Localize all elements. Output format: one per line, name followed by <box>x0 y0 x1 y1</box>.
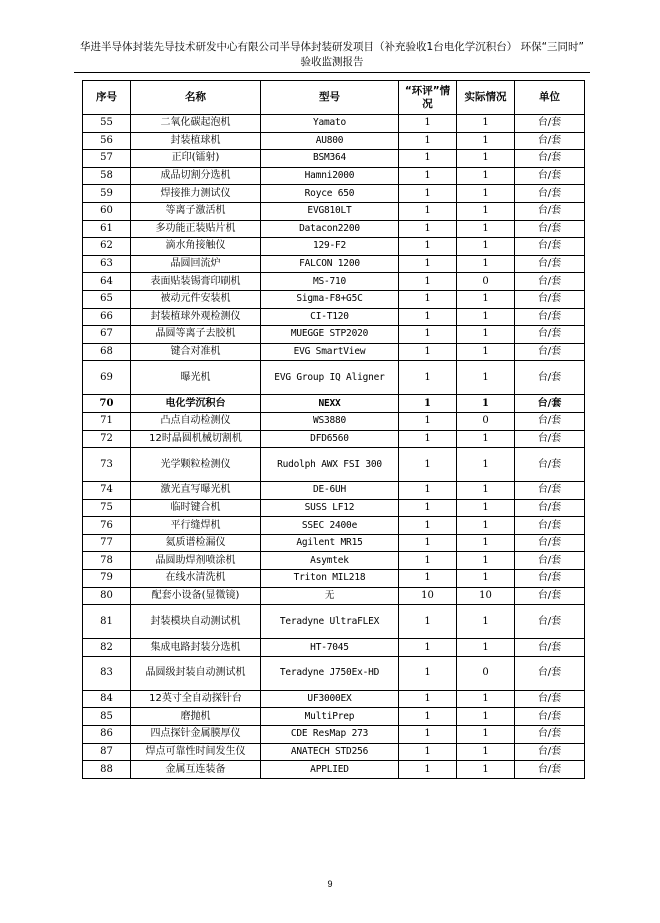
table-row <box>83 448 585 482</box>
equipment-name: 键合对准机 <box>131 343 261 361</box>
actual-quantity: 1 <box>457 570 515 588</box>
equipment-model: Datacon2200 <box>261 220 399 238</box>
table-row <box>83 761 585 779</box>
row-index: 84 <box>83 690 131 708</box>
equipment-model: FALCON 1200 <box>261 255 399 273</box>
equipment-model: DE-6UH <box>261 482 399 500</box>
unit: 台/套 <box>515 482 585 500</box>
table-row <box>83 290 585 308</box>
table-row <box>83 430 585 448</box>
table-row <box>83 656 585 690</box>
row-index: 75 <box>83 499 131 517</box>
eia-quantity: 1 <box>399 395 457 413</box>
row-index: 56 <box>83 132 131 150</box>
eia-quantity: 1 <box>399 412 457 430</box>
table-row <box>83 361 585 395</box>
table-row <box>83 743 585 761</box>
actual-quantity: 1 <box>457 255 515 273</box>
equipment-name: 电化学沉积台 <box>131 395 261 413</box>
row-index: 67 <box>83 326 131 344</box>
eia-quantity: 1 <box>399 656 457 690</box>
eia-quantity: 1 <box>399 115 457 133</box>
actual-quantity: 1 <box>457 290 515 308</box>
row-index: 72 <box>83 430 131 448</box>
table-row <box>83 326 585 344</box>
eia-quantity: 1 <box>399 605 457 639</box>
table-row <box>83 308 585 326</box>
equipment-model: EVG Group IQ Aligner <box>261 361 399 395</box>
equipment-model: MUEGGE STP2020 <box>261 326 399 344</box>
eia-quantity: 1 <box>399 517 457 535</box>
unit: 台/套 <box>515 150 585 168</box>
equipment-model: WS3880 <box>261 412 399 430</box>
row-index: 60 <box>83 202 131 220</box>
eia-quantity: 1 <box>399 639 457 657</box>
actual-quantity: 1 <box>457 308 515 326</box>
equipment-name: 多功能正装贴片机 <box>131 220 261 238</box>
equipment-name: 平行缝焊机 <box>131 517 261 535</box>
equipment-name: 滴水角接触仪 <box>131 238 261 256</box>
row-index: 62 <box>83 238 131 256</box>
table-row <box>83 639 585 657</box>
actual-quantity: 1 <box>457 499 515 517</box>
row-index: 77 <box>83 534 131 552</box>
header-title-line1: 华进半导体封装先导技术研发中心有限公司半导体封装研发项目（补充验收1台电化学沉积台） 环保“三同时” <box>80 41 584 53</box>
eia-quantity: 1 <box>399 499 457 517</box>
equipment-model: ANATECH STD256 <box>261 743 399 761</box>
row-index: 66 <box>83 308 131 326</box>
column-header-unit: 单位 <box>515 81 585 115</box>
equipment-model: EVG SmartView <box>261 343 399 361</box>
eia-quantity: 1 <box>399 708 457 726</box>
actual-quantity: 0 <box>457 412 515 430</box>
eia-quantity: 1 <box>399 361 457 395</box>
equipment-name: 封装植球外观检测仪 <box>131 308 261 326</box>
row-index: 68 <box>83 343 131 361</box>
unit: 台/套 <box>515 690 585 708</box>
actual-quantity: 1 <box>457 185 515 203</box>
table-row <box>83 220 585 238</box>
table-row <box>83 167 585 185</box>
row-index: 76 <box>83 517 131 535</box>
equipment-model: Triton MIL218 <box>261 570 399 588</box>
eia-quantity: 1 <box>399 255 457 273</box>
eia-quantity: 1 <box>399 273 457 291</box>
table-row <box>83 273 585 291</box>
eia-quantity: 1 <box>399 220 457 238</box>
row-index: 85 <box>83 708 131 726</box>
equipment-name: 表面贴装锡膏印刷机 <box>131 273 261 291</box>
actual-quantity: 1 <box>457 343 515 361</box>
unit: 台/套 <box>515 343 585 361</box>
table-row <box>83 534 585 552</box>
actual-quantity: 1 <box>457 639 515 657</box>
eia-quantity: 1 <box>399 185 457 203</box>
actual-quantity: 1 <box>457 220 515 238</box>
table-row <box>83 708 585 726</box>
row-index: 58 <box>83 167 131 185</box>
equipment-name: 正印(镭射) <box>131 150 261 168</box>
unit: 台/套 <box>515 708 585 726</box>
unit: 台/套 <box>515 534 585 552</box>
row-index: 81 <box>83 605 131 639</box>
eia-quantity: 1 <box>399 343 457 361</box>
header-divider <box>74 72 590 73</box>
equipment-model: APPLIED <box>261 761 399 779</box>
eia-quantity: 10 <box>399 587 457 605</box>
equipment-name: 晶圆助焊剂喷涂机 <box>131 552 261 570</box>
actual-quantity: 1 <box>457 150 515 168</box>
equipment-name: 曝光机 <box>131 361 261 395</box>
unit: 台/套 <box>515 361 585 395</box>
eia-quantity: 1 <box>399 202 457 220</box>
equipment-model: Asymtek <box>261 552 399 570</box>
equipment-model: UF3000EX <box>261 690 399 708</box>
actual-quantity: 1 <box>457 238 515 256</box>
equipment-name: 12时晶圆机械切割机 <box>131 430 261 448</box>
table-row <box>83 150 585 168</box>
unit: 台/套 <box>515 308 585 326</box>
table-row <box>83 726 585 744</box>
unit: 台/套 <box>515 167 585 185</box>
equipment-name: 12英寸全自动探针台 <box>131 690 261 708</box>
eia-quantity: 1 <box>399 534 457 552</box>
equipment-name: 金属互连装备 <box>131 761 261 779</box>
eia-quantity: 1 <box>399 761 457 779</box>
eia-quantity: 1 <box>399 552 457 570</box>
equipment-name: 封装模块自动测试机 <box>131 605 261 639</box>
actual-quantity: 1 <box>457 552 515 570</box>
equipment-model: Agilent MR15 <box>261 534 399 552</box>
unit: 台/套 <box>515 656 585 690</box>
eia-quantity: 1 <box>399 430 457 448</box>
eia-quantity: 1 <box>399 690 457 708</box>
unit: 台/套 <box>515 238 585 256</box>
equipment-name: 晶圆级封装自动测试机 <box>131 656 261 690</box>
row-index: 71 <box>83 412 131 430</box>
equipment-model: AU800 <box>261 132 399 150</box>
equipment-model: Hamni2000 <box>261 167 399 185</box>
row-index: 74 <box>83 482 131 500</box>
unit: 台/套 <box>515 220 585 238</box>
equipment-name: 凸点自动检测仪 <box>131 412 261 430</box>
actual-quantity: 1 <box>457 482 515 500</box>
row-index: 73 <box>83 448 131 482</box>
equipment-name: 封装植球机 <box>131 132 261 150</box>
equipment-name: 激光直写曝光机 <box>131 482 261 500</box>
equipment-name: 晶圆回流炉 <box>131 255 261 273</box>
actual-quantity: 1 <box>457 326 515 344</box>
actual-quantity: 0 <box>457 273 515 291</box>
equipment-name: 四点探针金属膜厚仪 <box>131 726 261 744</box>
unit: 台/套 <box>515 273 585 291</box>
actual-quantity: 1 <box>457 761 515 779</box>
table-row <box>83 517 585 535</box>
eia-quantity: 1 <box>399 290 457 308</box>
actual-quantity: 1 <box>457 430 515 448</box>
equipment-name: 配套小设备(显微镜) <box>131 587 261 605</box>
unit: 台/套 <box>515 499 585 517</box>
equipment-model: SUSS LF12 <box>261 499 399 517</box>
equipment-name: 等离子激活机 <box>131 202 261 220</box>
unit: 台/套 <box>515 587 585 605</box>
table-row <box>83 132 585 150</box>
equipment-name: 焊点可靠性时间发生仪 <box>131 743 261 761</box>
table-row <box>83 499 585 517</box>
table-row <box>83 570 585 588</box>
table-row <box>83 343 585 361</box>
table-row <box>83 115 585 133</box>
equipment-name: 二氧化碳起泡机 <box>131 115 261 133</box>
table-row <box>83 412 585 430</box>
equipment-model: Yamato <box>261 115 399 133</box>
unit: 台/套 <box>515 761 585 779</box>
equipment-model: EVG810LT <box>261 202 399 220</box>
page-number: 9 <box>327 879 333 889</box>
equipment-name: 磨抛机 <box>131 708 261 726</box>
table-body <box>83 115 585 779</box>
table-row <box>83 255 585 273</box>
eia-quantity: 1 <box>399 308 457 326</box>
table-row <box>83 185 585 203</box>
unit: 台/套 <box>515 743 585 761</box>
column-header-index: 序号 <box>83 81 131 115</box>
row-index: 88 <box>83 761 131 779</box>
unit: 台/套 <box>515 570 585 588</box>
row-index: 64 <box>83 273 131 291</box>
row-index: 70 <box>83 395 131 413</box>
equipment-name: 临时键合机 <box>131 499 261 517</box>
row-index: 78 <box>83 552 131 570</box>
header-title-line2: 验收监测报告 <box>300 56 364 68</box>
column-header-eia-quantity: “环评”情况 <box>399 81 457 115</box>
unit: 台/套 <box>515 448 585 482</box>
table-row <box>83 690 585 708</box>
unit: 台/套 <box>515 517 585 535</box>
equipment-name: 被动元件安装机 <box>131 290 261 308</box>
equipment-name: 成品切割分选机 <box>131 167 261 185</box>
actual-quantity: 1 <box>457 726 515 744</box>
unit: 台/套 <box>515 605 585 639</box>
table-row <box>83 605 585 639</box>
equipment-name: 焊接推力测试仪 <box>131 185 261 203</box>
eia-quantity: 1 <box>399 132 457 150</box>
unit: 台/套 <box>515 326 585 344</box>
eia-quantity: 1 <box>399 150 457 168</box>
table-row <box>83 202 585 220</box>
actual-quantity: 1 <box>457 361 515 395</box>
actual-quantity: 1 <box>457 115 515 133</box>
eia-quantity: 1 <box>399 167 457 185</box>
column-header-actual-quantity: 实际情况 <box>457 81 515 115</box>
actual-quantity: 0 <box>457 656 515 690</box>
actual-quantity: 1 <box>457 534 515 552</box>
eia-quantity: 1 <box>399 238 457 256</box>
actual-quantity: 1 <box>457 448 515 482</box>
unit: 台/套 <box>515 639 585 657</box>
row-index: 83 <box>83 656 131 690</box>
actual-quantity: 1 <box>457 708 515 726</box>
eia-quantity: 1 <box>399 448 457 482</box>
eia-quantity: 1 <box>399 743 457 761</box>
eia-quantity: 1 <box>399 326 457 344</box>
column-header-name: 名称 <box>131 81 261 115</box>
table-row <box>83 395 585 413</box>
table-header-row <box>83 81 585 115</box>
row-index: 86 <box>83 726 131 744</box>
table-row <box>83 587 585 605</box>
equipment-name: 晶圆等离子去胶机 <box>131 326 261 344</box>
unit: 台/套 <box>515 132 585 150</box>
equipment-model: MultiPrep <box>261 708 399 726</box>
table-row <box>83 238 585 256</box>
actual-quantity: 1 <box>457 690 515 708</box>
equipment-name: 集成电路封装分选机 <box>131 639 261 657</box>
equipment-model: CI-T120 <box>261 308 399 326</box>
table-row <box>83 482 585 500</box>
equipment-model: Teradyne UltraFLEX <box>261 605 399 639</box>
unit: 台/套 <box>515 552 585 570</box>
equipment-model: Royce 650 <box>261 185 399 203</box>
equipment-model: NEXX <box>261 395 399 413</box>
equipment-table <box>82 80 585 779</box>
actual-quantity: 1 <box>457 167 515 185</box>
row-index: 55 <box>83 115 131 133</box>
row-index: 59 <box>83 185 131 203</box>
eia-quantity: 1 <box>399 570 457 588</box>
equipment-model: HT-7045 <box>261 639 399 657</box>
equipment-model: Sigma-F8+G5C <box>261 290 399 308</box>
row-index: 61 <box>83 220 131 238</box>
column-header-model: 型号 <box>261 81 399 115</box>
unit: 台/套 <box>515 185 585 203</box>
equipment-model: Teradyne J750Ex-HD <box>261 656 399 690</box>
eia-quantity: 1 <box>399 726 457 744</box>
row-index: 57 <box>83 150 131 168</box>
unit: 台/套 <box>515 395 585 413</box>
unit: 台/套 <box>515 726 585 744</box>
equipment-model: CDE ResMap 273 <box>261 726 399 744</box>
unit: 台/套 <box>515 255 585 273</box>
actual-quantity: 1 <box>457 743 515 761</box>
actual-quantity: 1 <box>457 605 515 639</box>
equipment-model: 129-F2 <box>261 238 399 256</box>
equipment-model: SSEC 2400e <box>261 517 399 535</box>
actual-quantity: 1 <box>457 202 515 220</box>
table-row <box>83 552 585 570</box>
equipment-name: 氦质谱检漏仪 <box>131 534 261 552</box>
equipment-model: MS-710 <box>261 273 399 291</box>
equipment-name: 在线水清洗机 <box>131 570 261 588</box>
unit: 台/套 <box>515 412 585 430</box>
row-index: 79 <box>83 570 131 588</box>
equipment-name: 光学颗粒检测仪 <box>131 448 261 482</box>
row-index: 65 <box>83 290 131 308</box>
equipment-model: DFD6560 <box>261 430 399 448</box>
equipment-model: 无 <box>261 587 399 605</box>
row-index: 63 <box>83 255 131 273</box>
row-index: 69 <box>83 361 131 395</box>
actual-quantity: 1 <box>457 132 515 150</box>
row-index: 87 <box>83 743 131 761</box>
unit: 台/套 <box>515 202 585 220</box>
unit: 台/套 <box>515 430 585 448</box>
actual-quantity: 10 <box>457 587 515 605</box>
actual-quantity: 1 <box>457 395 515 413</box>
row-index: 80 <box>83 587 131 605</box>
equipment-model: BSM364 <box>261 150 399 168</box>
unit: 台/套 <box>515 290 585 308</box>
unit: 台/套 <box>515 115 585 133</box>
equipment-model: Rudolph AWX FSI 300 <box>261 448 399 482</box>
eia-quantity: 1 <box>399 482 457 500</box>
document-header <box>74 40 590 70</box>
actual-quantity: 1 <box>457 517 515 535</box>
row-index: 82 <box>83 639 131 657</box>
